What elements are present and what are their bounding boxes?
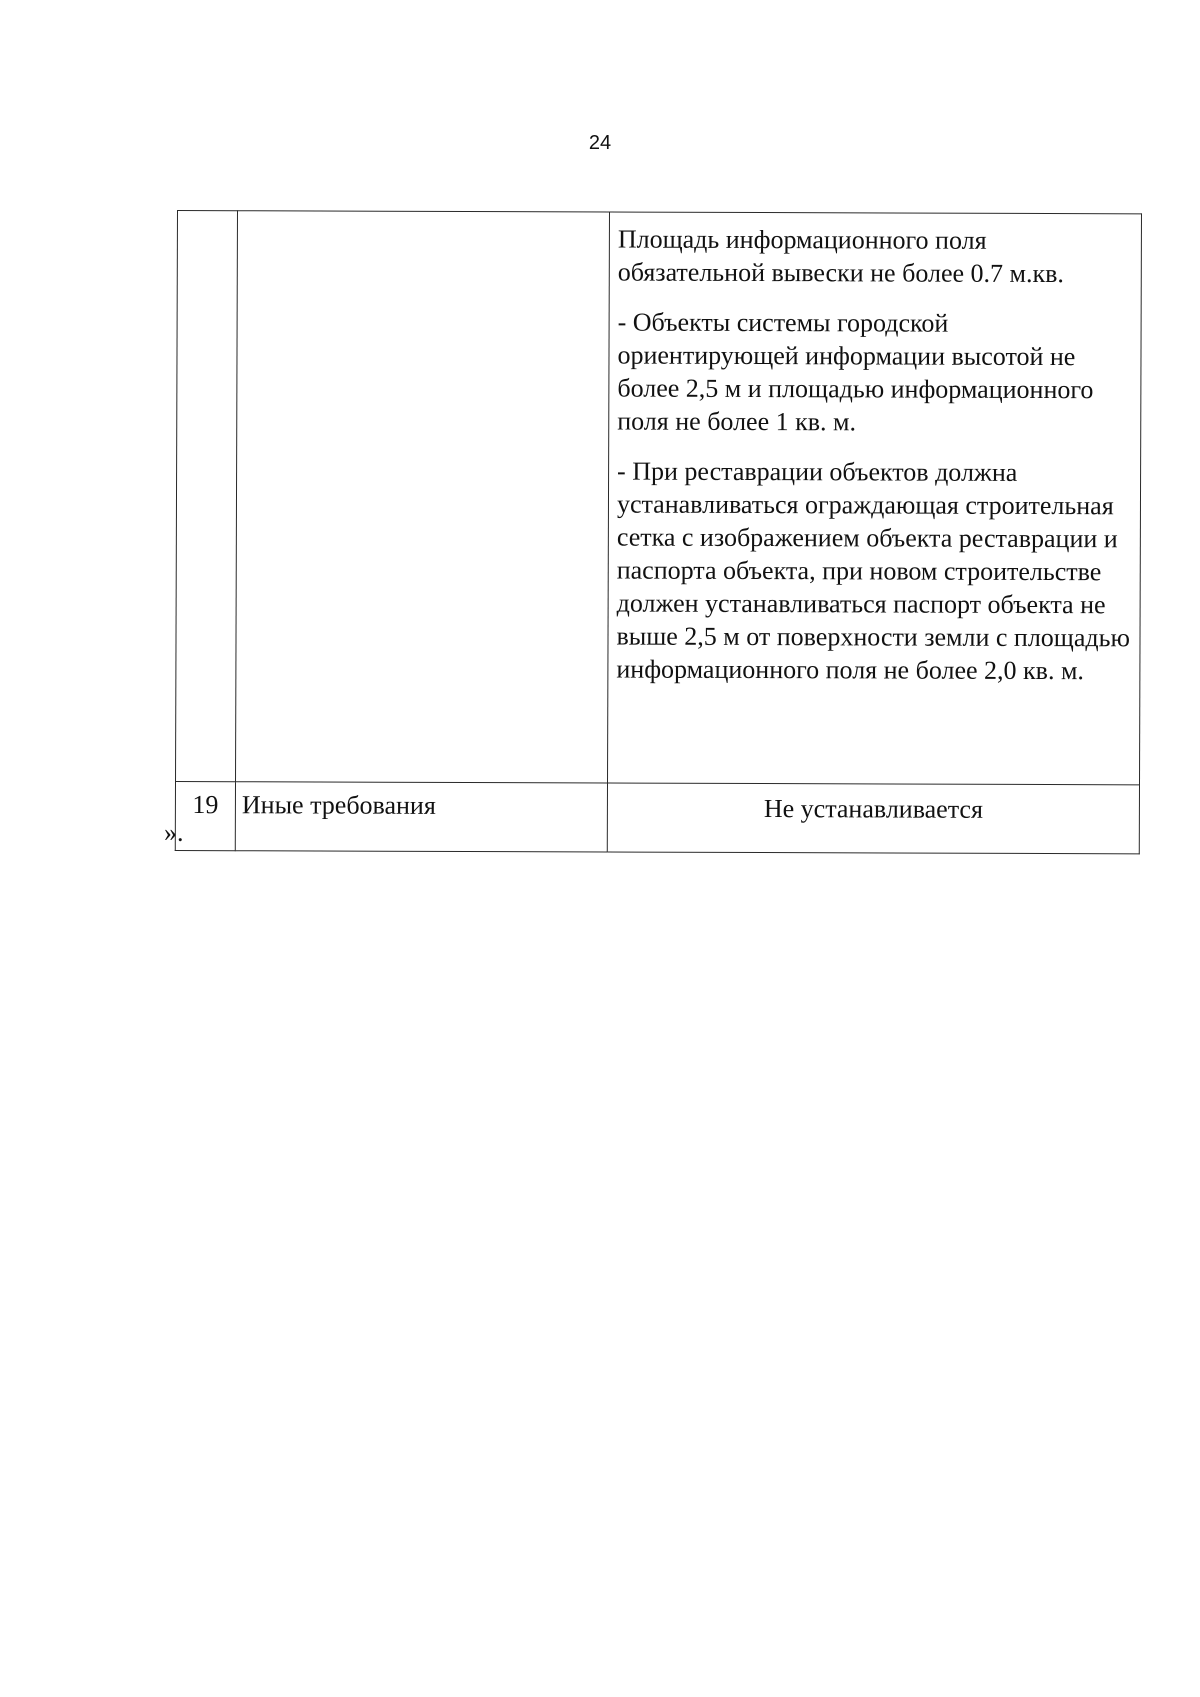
page-number: 24 <box>588 132 612 154</box>
row-value-cell: Не устанавливается <box>607 783 1139 854</box>
value-paragraph-restoration: - При реставрации объектов должна устанавливаться ограждающая строительная сетка с изображением объекта реставрации и паспорта объекта, при новом строительстве должен устанавливаться паспорт объекта не выше 2,5 м от поверхности земли с площадью информационного поля не более 2,0 кв. м. <box>616 456 1130 686</box>
row-number-cell: 19 <box>175 781 235 850</box>
table-row-19 <box>175 781 1139 853</box>
row-name-cell <box>236 211 610 783</box>
closing-quote-mark: ». <box>164 818 184 847</box>
row-number-cell <box>176 211 238 782</box>
row-value-cell <box>608 212 1142 785</box>
value-paragraph-orientation-objects: - Объекты системы городской ориентирующей информации высотой не более 2,5 м и площадью информационного поля не более 1 кв. м. <box>617 307 1094 437</box>
table-row-continued <box>176 211 1142 785</box>
value-paragraph-signboard-area: Площадь информационного поля обязательной вывески не более 0.7 м.кв. <box>617 224 1064 289</box>
row-name-cell: Иные требования <box>235 782 607 852</box>
requirements-table <box>175 210 1142 854</box>
